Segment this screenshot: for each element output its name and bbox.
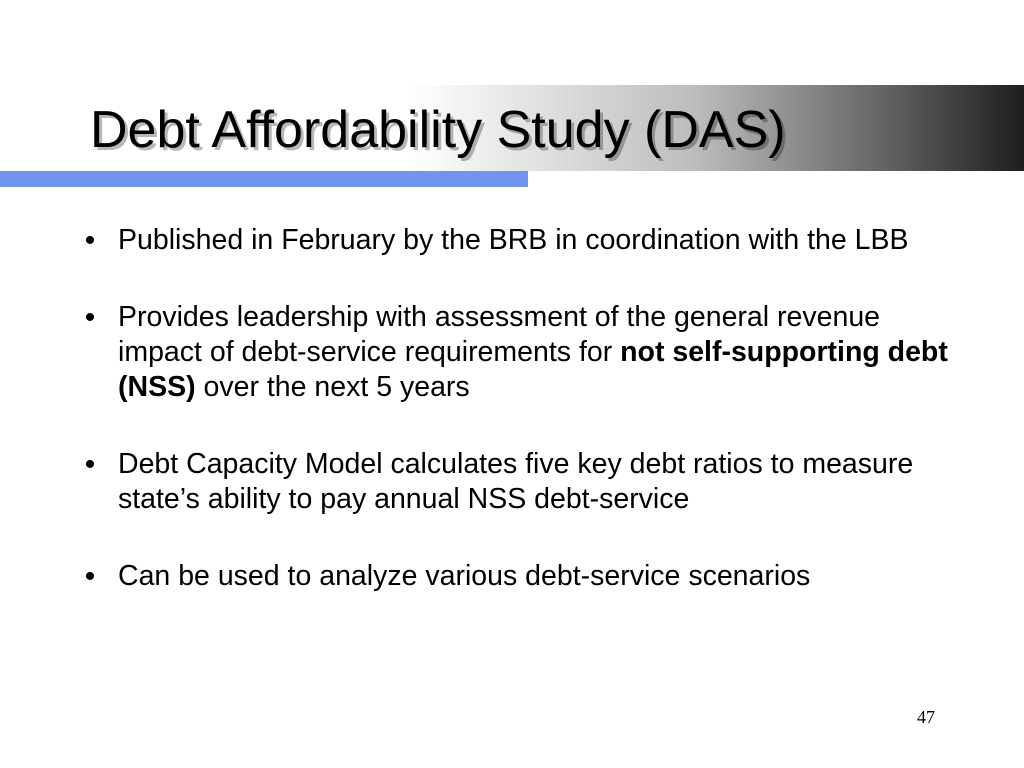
- bullet-item-published: [84, 223, 968, 258]
- bullet-icon: •: [84, 224, 96, 257]
- bullet-text: Published in February by the BRB in coordination with the LBB: [118, 224, 909, 256]
- bullet-icon: •: [84, 301, 96, 334]
- bullet-icon: •: [84, 448, 96, 481]
- page-number: 47: [917, 707, 935, 727]
- bullet-item-capacity-model: [84, 447, 968, 517]
- bullet-text: [118, 301, 948, 403]
- bullet-text: Can be used to analyze various debt-service scenarios: [118, 560, 811, 592]
- bullet-list: [84, 223, 968, 594]
- slide-title: Debt Affordability Study (DAS): [90, 101, 786, 159]
- bullet-icon: •: [84, 560, 96, 593]
- bullet-item-leadership: [84, 300, 968, 405]
- title-accent-bar: [0, 171, 528, 187]
- bullet-text-part: over the next 5 years: [195, 371, 470, 403]
- bullet-text: Debt Capacity Model calculates five key debt ratios to measure state’s ability to pay annual NSS debt-service: [118, 448, 914, 515]
- bullet-item-scenarios: [84, 559, 968, 594]
- bullet-text-bold: not self-supporting debt (NSS): [118, 336, 948, 403]
- bullet-text-part: Provides leadership with assessment of the general revenue impact of debt-service requirements for: [118, 301, 881, 368]
